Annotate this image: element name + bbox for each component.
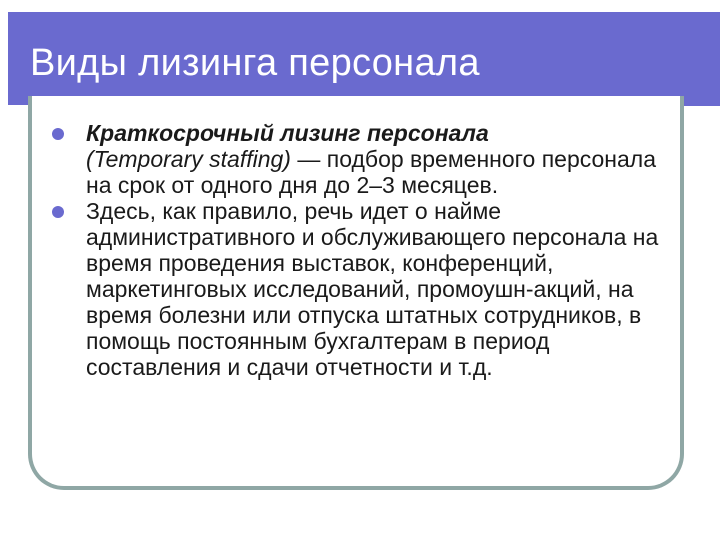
- bullet-term-english: (Temporary staffing): [86, 146, 291, 172]
- bullet-item: [52, 198, 672, 380]
- bullet-list: [52, 120, 672, 380]
- bullet-term: Краткосрочный лизинг персонала: [86, 120, 489, 146]
- bullet-definition: — подбор временного персонала на срок от одного дня до 2–3 месяцев.: [86, 146, 656, 198]
- slide-title: Виды лизинга персонала: [30, 42, 480, 84]
- bullet-text: Здесь, как правило, речь идет о найме административного и обслуживающего персонала на время проведения выставок, конференций, маркетинговых исследований, промоушн-акций, на время болезни или отпуска штатных сотрудников, в помощь постоянным бухгалтерам в период составления и сдачи отчетности и т.д.: [86, 198, 659, 380]
- bullet-item: [52, 120, 672, 198]
- title-band: [8, 12, 720, 106]
- bullet-dot-icon: [52, 128, 64, 140]
- bullet-dot-icon: [52, 206, 64, 218]
